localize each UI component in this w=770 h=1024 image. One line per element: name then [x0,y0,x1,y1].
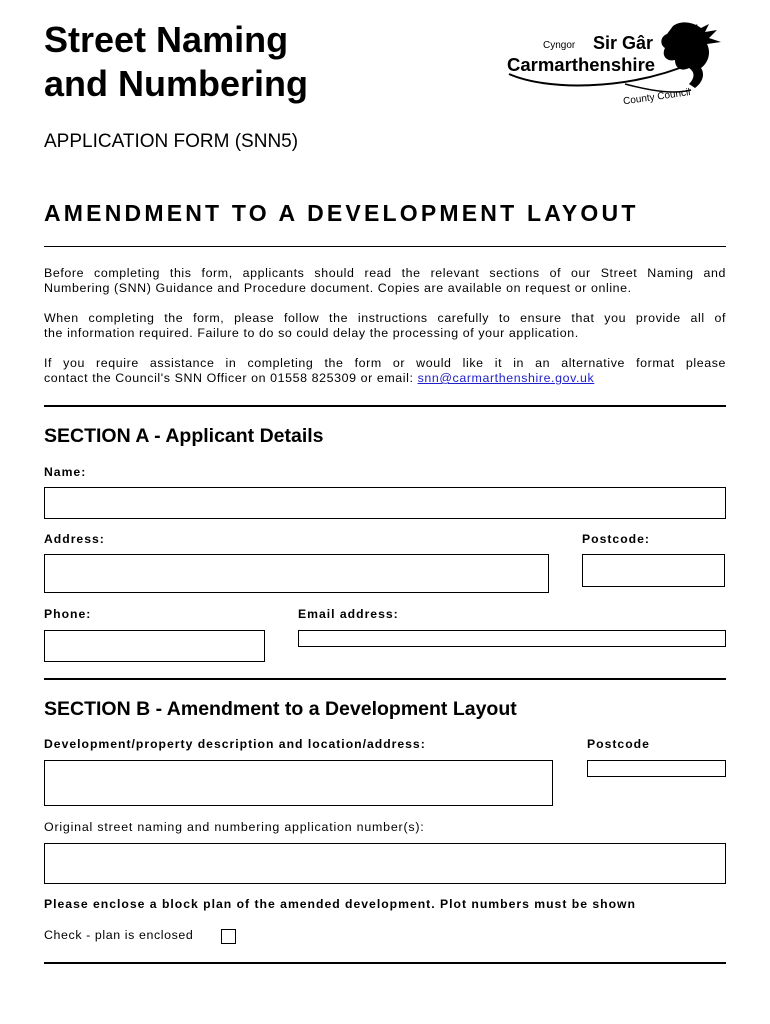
email-link[interactable]: snn@carmarthenshire.gov.uk [417,371,595,385]
development-postcode-field[interactable] [587,760,726,777]
original-application-label: Original street naming and numbering application number(s): [44,820,425,834]
intro-p3-line1: If you require assistance in completing the form or would like it in an alternative format please [44,356,726,370]
section-a-title: SECTION A - Applicant Details [44,425,324,447]
development-postcode-label: Postcode [587,737,650,751]
intro-p3-line2-wrap [44,371,726,386]
plan-enclosed-checkbox[interactable] [221,929,236,944]
phone-label: Phone: [44,607,92,621]
enclose-note: Please enclose a block plan of the amended development. Plot numbers must be shown [44,897,636,911]
phone-field[interactable] [44,630,265,662]
logo-word-1: Sir Gâr [593,33,654,53]
divider [44,962,726,964]
plan-enclosed-label: Check - plan is enclosed [44,928,194,942]
section-b-title: SECTION B - Amendment to a Development Layout [44,698,517,720]
form-heading: AMENDMENT TO A DEVELOPMENT LAYOUT [44,200,639,226]
postcode-field[interactable] [582,554,725,587]
intro-paragraph-3 [44,356,726,386]
dragon-logo-icon [505,18,730,110]
divider [44,246,726,247]
name-label: Name: [44,465,87,479]
logo-word-2: Carmarthenshire [507,54,656,75]
logo-small-word: Cyngor [543,40,576,51]
description-label: Development/property description and location/address: [44,737,426,751]
intro-p2-line2: the information required. Failure to do so could delay the processing of your application. [44,326,579,340]
description-field[interactable] [44,760,553,806]
postcode-label: Postcode: [582,532,650,546]
email-label: Email address: [298,607,399,621]
intro-p1-line1: Before completing this form, applicants should read the relevant sections of our Street Naming and [44,266,726,280]
intro-paragraph-1 [44,266,726,296]
original-application-field[interactable] [44,843,726,884]
form-subtitle: APPLICATION FORM (SNN5) [44,131,299,152]
council-logo [505,18,730,110]
title-line-1: Street Naming [44,19,289,60]
address-label: Address: [44,532,105,546]
address-field[interactable] [44,554,549,593]
divider [44,678,726,680]
email-field[interactable] [298,630,726,647]
title-line-2: and Numbering [44,63,309,104]
intro-paragraph-2 [44,311,726,341]
logo-ribbon-text: County Council [622,87,692,108]
name-field[interactable] [44,487,726,519]
intro-p3-line2: contact the Council's SNN Officer on 01558 825309 or email: [44,371,414,385]
form-title [44,18,308,106]
intro-p1-line2: Numbering (SNN) Guidance and Procedure document. Copies are available on request or online. [44,281,632,295]
divider [44,405,726,407]
intro-p2-line1: When completing the form, please follow the instructions carefully to ensure that you provide all of [44,311,726,325]
